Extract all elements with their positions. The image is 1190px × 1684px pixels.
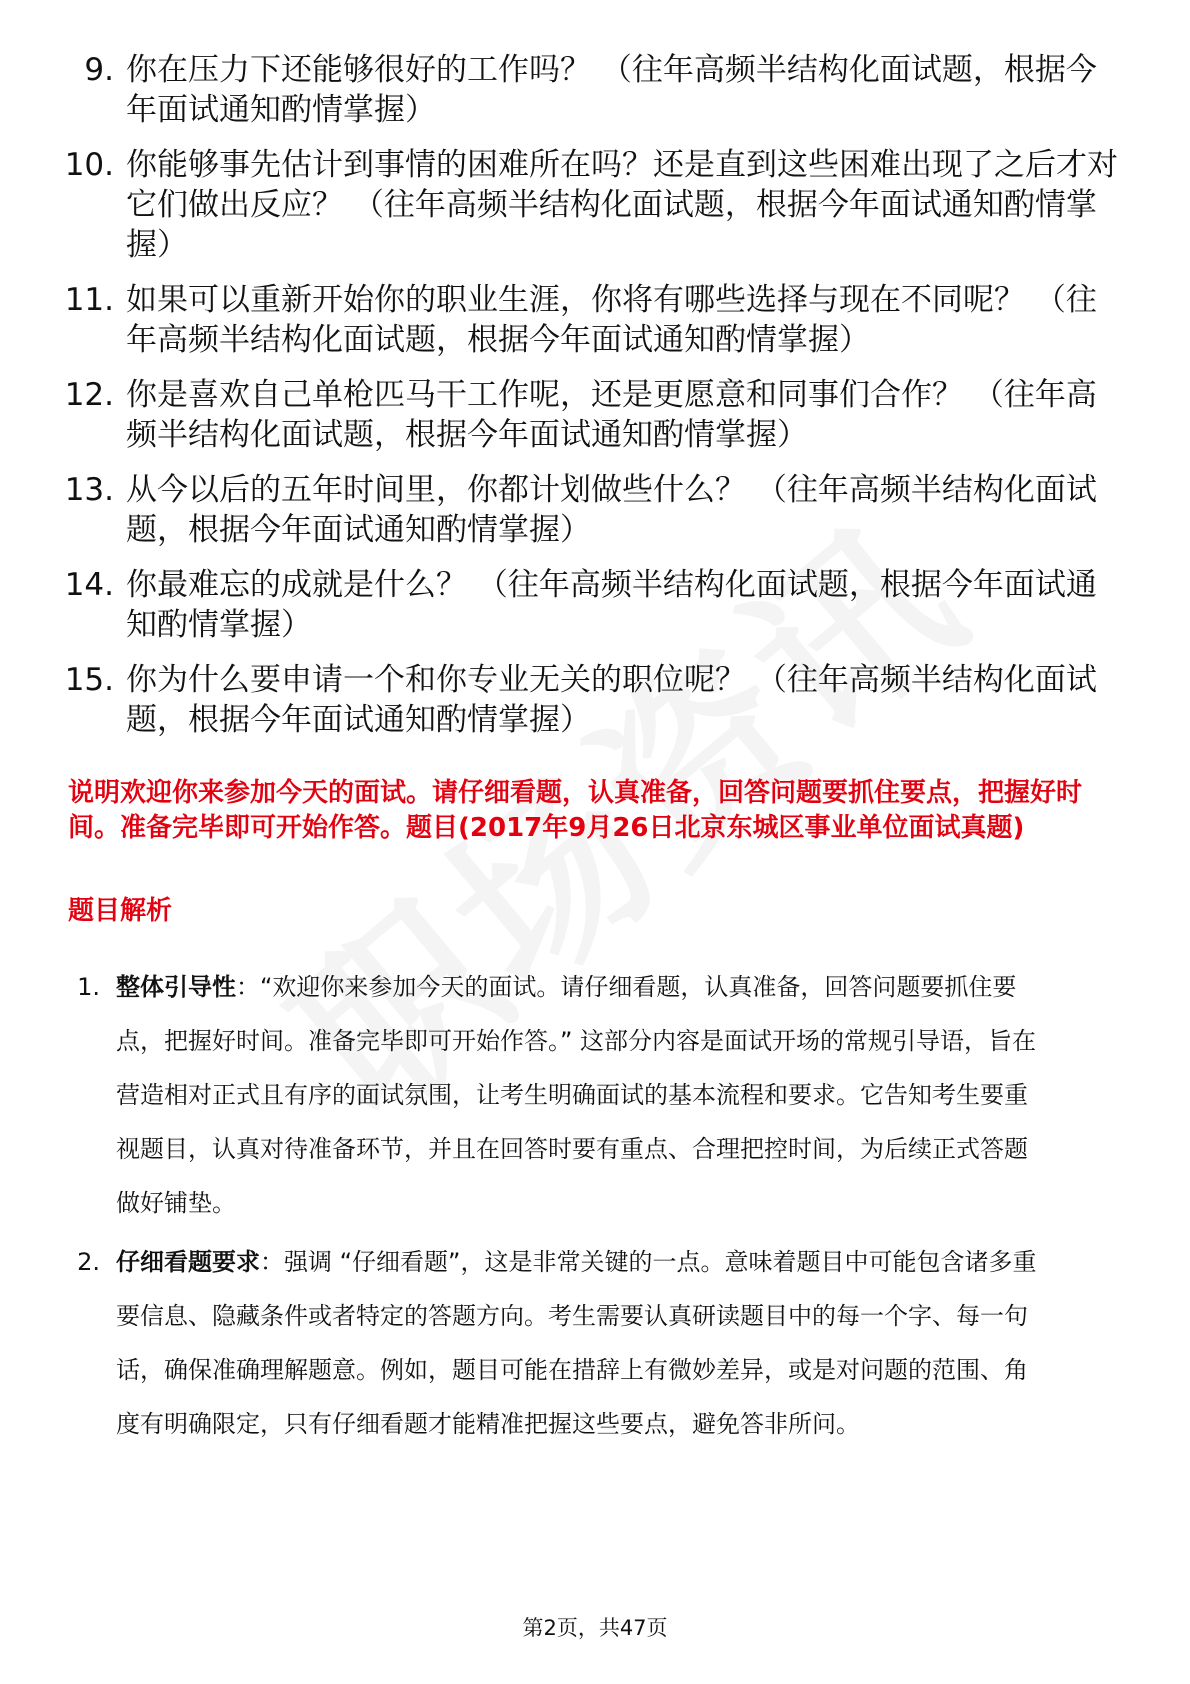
list-item [60, 470, 1120, 550]
question-list [60, 50, 1120, 755]
item-text: 你最难忘的成就是什么？ （往年高频半结构化面试题，根据今年面试通知酌情掌握） [126, 567, 1097, 643]
list-item [60, 280, 1120, 360]
list-item [70, 960, 1050, 1230]
item-number: 15. [64, 662, 114, 698]
item-number: 11. [64, 282, 114, 318]
list-item [60, 565, 1120, 645]
item-text: 从今以后的五年时间里，你都计划做些什么？ （往年高频半结构化面试题，根据今年面试通知酌情掌握） [126, 472, 1097, 548]
list-item [60, 50, 1120, 130]
exam-notice: 说明欢迎你来参加今天的面试。请仔细看题，认真准备，回答问题要抓住要点，把握好时间。准备完毕即可开始作答。题目(2017年9月26日北京东城区事业单位面试真题) [68, 778, 1083, 843]
item-text: 如果可以重新开始你的职业生涯，你将有哪些选择与现在不同呢？ （往年高频半结构化面试题，根据今年面试通知酌情掌握） [126, 282, 1097, 358]
item-text: 你是喜欢自己单枪匹马干工作呢，还是更愿意和同事们合作？ （往年高频半结构化面试题，根据今年面试通知酌情掌握） [126, 377, 1097, 453]
item-text: ：“欢迎你来参加今天的面试。请仔细看题，认真准备，回答问题要抓住要点，把握好时间。准备完毕即可开始作答。” 这部分内容是面试开场的常规引导语，旨在营造相对正式且有序的面试氛围，让考生明确面试的基本流程和要求。它告知考生要重视题目，认真对待准备环节，并且在回答时要有重点、合理把控时间，为后续正式答题做好铺垫。 [116, 973, 1037, 1217]
analysis-list [70, 960, 1050, 1456]
item-text: 你能够事先估计到事情的困难所在吗？还是直到这些困难出现了之后才对它们做出反应？ （往年高频半结构化面试题，根据今年面试通知酌情掌握） [126, 147, 1118, 263]
list-item [70, 1235, 1050, 1451]
section-title: 题目解析 [68, 896, 173, 926]
item-number: 13. [64, 472, 114, 508]
item-number: 10. [64, 147, 114, 183]
page-footer: 第2页，共47页 [522, 1616, 668, 1640]
item-number: 14. [64, 567, 114, 603]
item-number: 2. [77, 1248, 100, 1276]
item-keyword: 仔细看题要求 [116, 1248, 260, 1276]
item-text: 你在压力下还能够很好的工作吗？ （往年高频半结构化面试题，根据今年面试通知酌情掌握） [126, 52, 1097, 128]
list-item [60, 660, 1120, 740]
list-item [60, 145, 1120, 265]
item-number: 9. [84, 52, 114, 88]
item-keyword: 整体引导性 [116, 973, 236, 1001]
item-number: 1. [77, 973, 100, 1001]
item-number: 12. [64, 377, 114, 413]
item-text: 你为什么要申请一个和你专业无关的职位呢？ （往年高频半结构化面试题，根据今年面试通知酌情掌握） [126, 662, 1097, 738]
list-item [60, 375, 1120, 455]
item-text: ：强调 “仔细看题”，这是非常关键的一点。意味着题目中可能包含诸多重要信息、隐藏条件或者特定的答题方向。考生需要认真研读题目中的每一个字、每一句话，确保准确理解题意。例如，题目可能在措辞上有微妙差异，或是对问题的范围、角度有明确限定，只有仔细看题才能精准把握这些要点，避免答非所问。 [116, 1248, 1037, 1438]
